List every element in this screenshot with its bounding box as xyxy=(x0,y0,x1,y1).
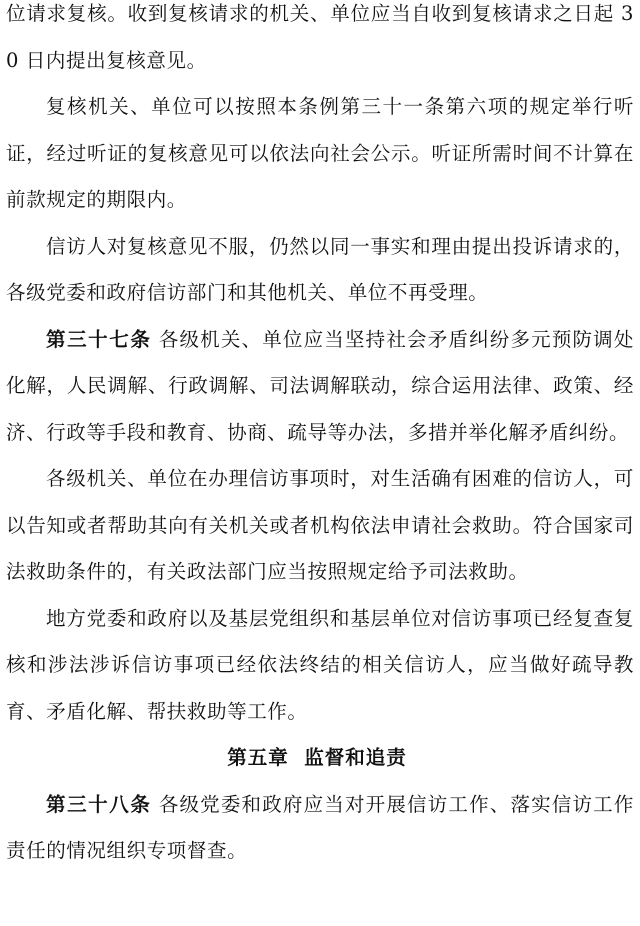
article-37-number: 第三十七条 xyxy=(46,327,152,351)
chapter-heading: 第五章 监督和追责 xyxy=(227,746,407,769)
paragraph-no-reacceptance: 信访人对复核意见不服，仍然以同一事实和理由提出投诉请求的，各级党委和政府信访部门和其他机关、单位不再受理。 xyxy=(6,234,634,304)
article-38-number: 第三十八条 xyxy=(46,792,152,816)
article-38-text: 各级党委和政府应当对开展信访工作、落实信访工作责任的情况组织专项督查。 xyxy=(6,792,634,862)
article-38-paragraph xyxy=(6,782,634,875)
paragraph-hearing: 复核机关、单位可以按照本条例第三十一条第六项的规定举行听证，经过听证的复核意见可以依法向社会公示。听证所需时间不计算在前款规定的期限内。 xyxy=(6,95,634,211)
article-37-text: 各级机关、单位应当坚持社会矛盾纠纷多元预防调处化解，人民调解、行政调解、司法调解联动，综合运用法律、政策、经济、行政等手段和教育、协商、疏导等办法，多措并举化解矛盾纠纷。 xyxy=(6,327,634,444)
paragraph-grassroots-work: 地方党委和政府以及基层党组织和基层单位对信访事项已经复查复核和涉法涉诉信访事项已经依法终结的相关信访人，应当做好疏导教育、矛盾化解、帮扶救助等工作。 xyxy=(6,606,634,723)
paragraph-social-assistance: 各级机关、单位在办理信访事项时，对生活确有困难的信访人，可以告知或者帮助其向有关机关或者机构依法申请社会救助。符合国家司法救助条件的，有关政法部门应当按照规定给予司法救助。 xyxy=(6,467,634,583)
article-37-paragraph xyxy=(6,317,634,457)
paragraph-review-deadline: 位请求复核。收到复核请求的机关、单位应当自收到复核请求之日起 30 日内提出复核意见。 xyxy=(6,2,634,72)
